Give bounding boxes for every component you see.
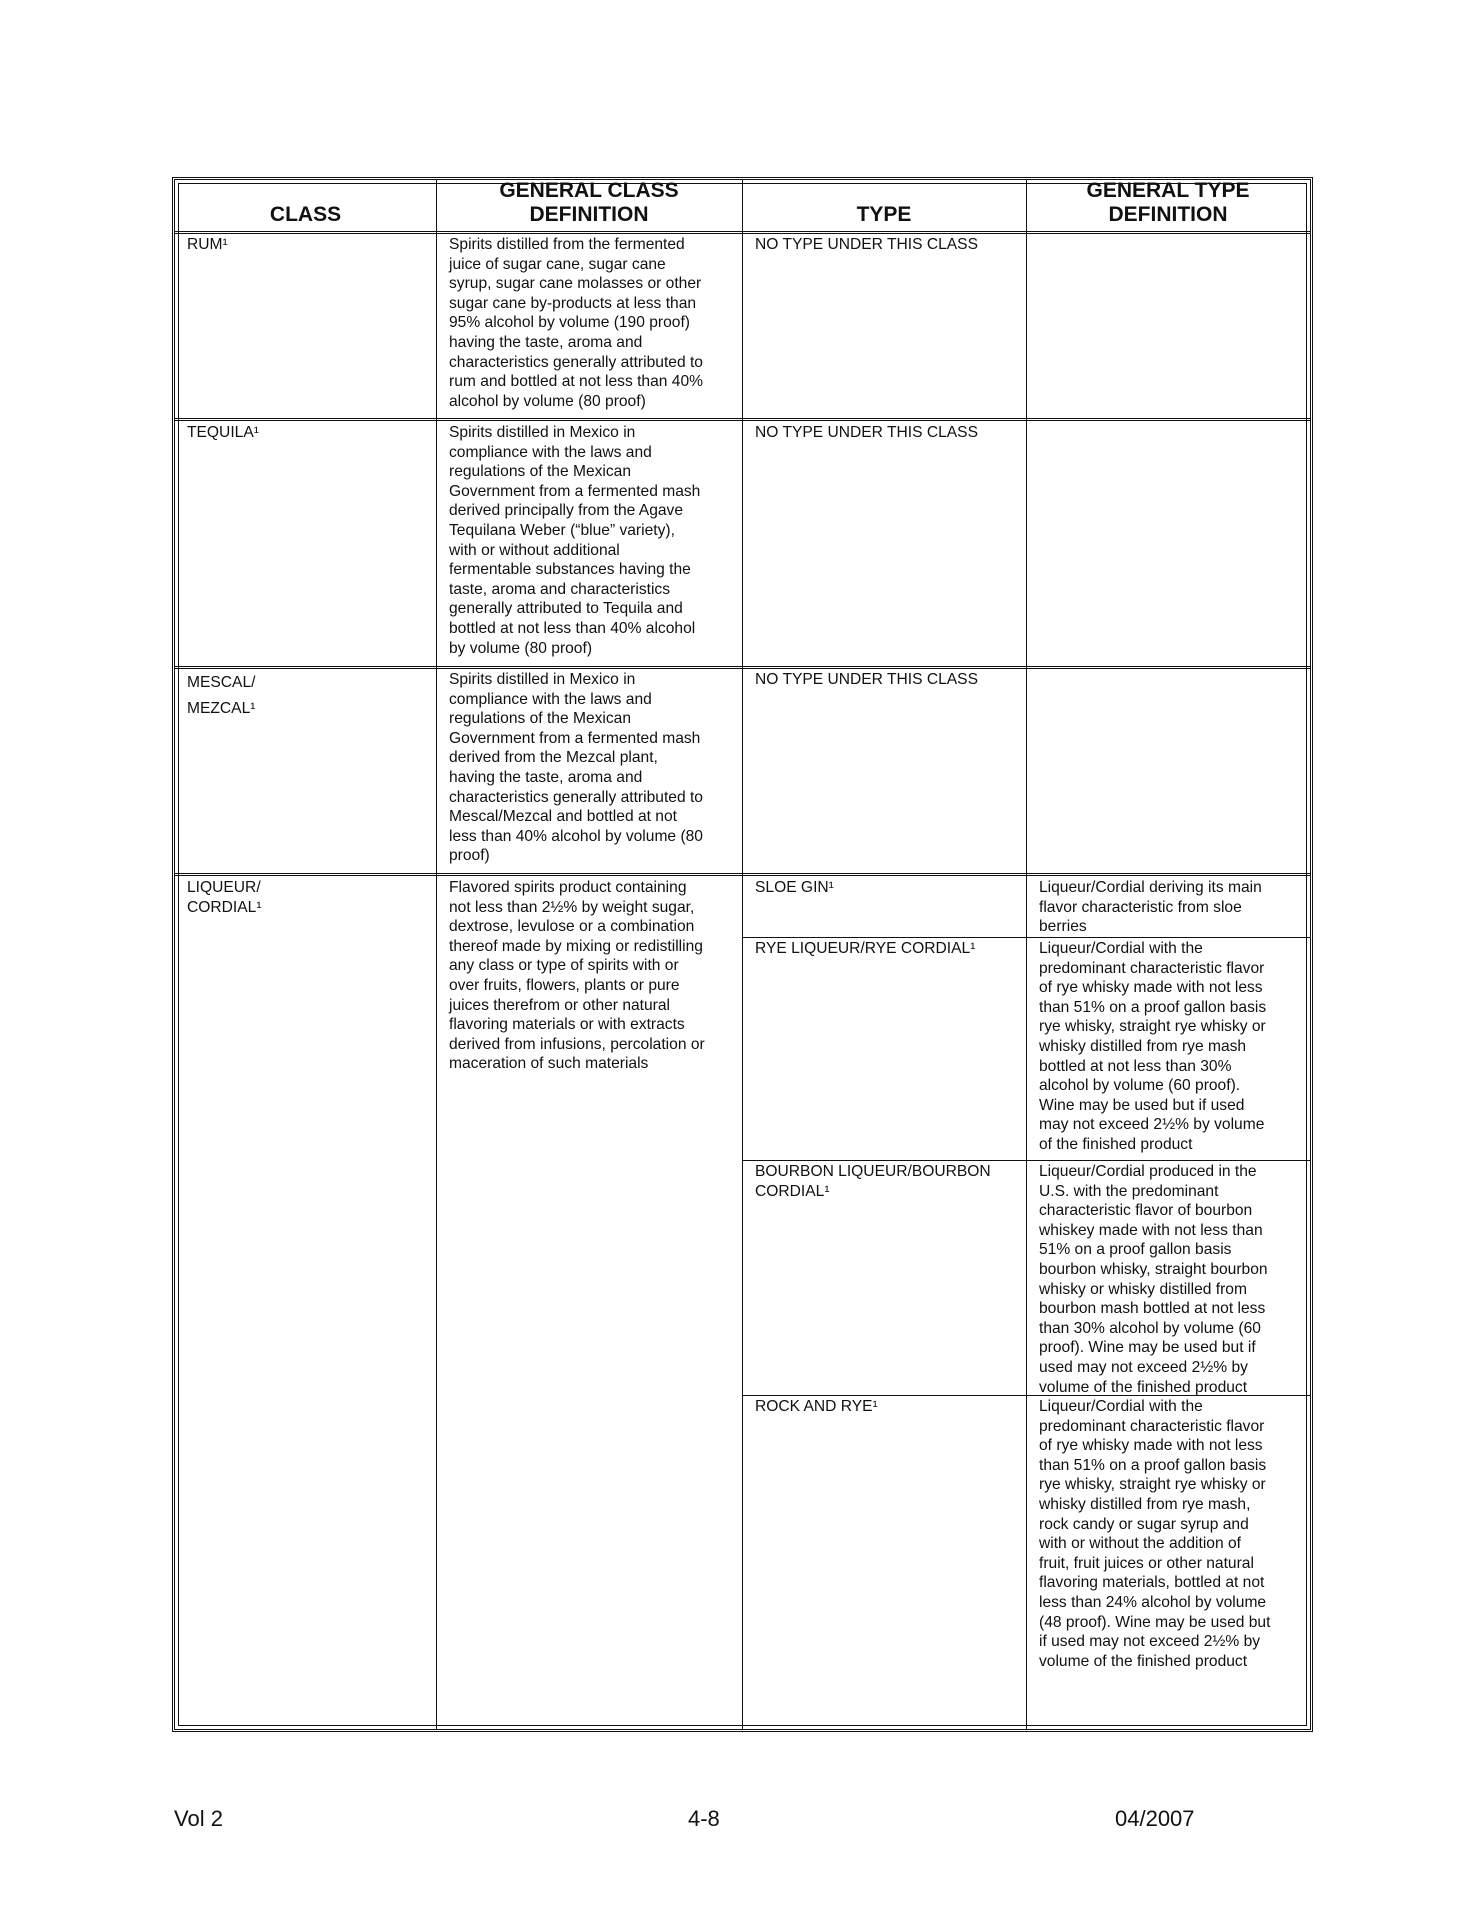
class-definition-cell: Spirits distilled from the fermented juice of sugar cane, sugar cane syrup, sugar cane molasses or other sugar cane by-products at less than 95% alcohol by volume (190 proof) having the taste, aroma and characteristics generally attributed to rum and bottled at not less than 40% alcohol by volume (80 proof) xyxy=(449,236,703,410)
column-divider xyxy=(436,180,437,1729)
type-definition-cell: Liqueur/Cordial produced in the U.S. with the predominant characteristic flavor of bourbon whiskey made with not less than 51% on a proof gallon basis bourbon whisky, straight bourbon whisky or whisky distilled from bourbon mash bottled at not less than 30% alcohol by volume (60 proof). Wine may be used but if used may not exceed 2½% by volume of the finished product xyxy=(1039,1163,1268,1396)
type-cell: RYE LIQUEUR/RYE CORDIAL¹ xyxy=(755,940,976,957)
header-class: CLASS xyxy=(269,203,342,226)
class-definition-cell: Spirits distilled in Mexico in compliance with the laws and regulations of the Mexican Government from a fermented mash derived from the Mezcal plant, having the taste, aroma and characteristics generally attributed to Mescal/Mezcal and bottled at not less than 40% alcohol by volume (80 proof) xyxy=(449,671,703,865)
type-definition-cell: Liqueur/Cordial deriving its main flavor characteristic from sloe berries xyxy=(1039,879,1262,936)
header-separator xyxy=(175,231,1310,234)
class-cell: RUM¹ xyxy=(187,236,228,253)
footer-page-number: 4-8 xyxy=(688,1806,720,1831)
header-general-type-definition: GENERAL TYPE DEFINITION xyxy=(1086,179,1250,226)
type-cell: NO TYPE UNDER THIS CLASS xyxy=(755,236,978,253)
row-separator xyxy=(175,873,1310,876)
row-separator xyxy=(175,418,1310,421)
header-general-class-definition: GENERAL CLASS DEFINITION xyxy=(499,179,679,226)
row-separator xyxy=(175,666,1310,669)
class-definition-cell: Spirits distilled in Mexico in compliance with the laws and regulations of the Mexican Government from a fermented mash derived principally from the Agave Tequilana Weber (“blue” variety), with or without additional fermentable substances having the taste, aroma and characteristics generally attributed to Tequila and bottled at not less than 40% alcohol by volume (80 proof) xyxy=(449,424,701,657)
type-cell: NO TYPE UNDER THIS CLASS xyxy=(755,671,978,688)
class-cell: LIQUEUR/ CORDIAL¹ xyxy=(187,879,262,916)
column-divider xyxy=(742,180,743,1729)
type-definition-cell: Liqueur/Cordial with the predominant characteristic flavor of rye whisky made with not less than 51% on a proof gallon basis rye whisky, straight rye whisky or whisky distilled from rye mash, rock candy or sugar syrup and with or without the addition of fruit, fruit juices or other natural flavoring materials, bottled at not less than 24% alcohol by volume (48 proof). Wine may be used but if used may not exceed 2½% by volume of the finished product xyxy=(1039,1398,1271,1670)
class-cell: MESCAL/ MEZCAL¹ xyxy=(187,674,256,717)
subrow-separator xyxy=(742,1160,1310,1161)
type-definition-cell: Liqueur/Cordial with the predominant characteristic flavor of rye whisky made with not less than 51% on a proof gallon basis rye whisky, straight rye whisky or whisky distilled from rye mash bottled at not less than 30% alcohol by volume (60 proof). Wine may be used but if used may not exceed 2½% by volume of the finished product xyxy=(1039,940,1267,1153)
footer-volume: Vol 2 xyxy=(174,1806,223,1831)
type-cell: BOURBON LIQUEUR/BOURBON CORDIAL¹ xyxy=(755,1163,991,1200)
type-cell: SLOE GIN¹ xyxy=(755,879,834,896)
header-type: TYPE xyxy=(856,203,912,226)
type-cell: NO TYPE UNDER THIS CLASS xyxy=(755,424,978,441)
column-divider xyxy=(1026,180,1027,1729)
footer-date: 04/2007 xyxy=(1115,1806,1195,1831)
class-definition-cell: Flavored spirits product containing not less than 2½% by weight sugar, dextrose, levulose or a combination thereof made by mixing or redistilling any class or type of spirits with or over fruits, flowers, plants or pure juices therefrom or other natural flavoring materials or with extracts derived from infusions, percolation or maceration of such materials xyxy=(449,879,705,1073)
subrow-separator xyxy=(742,937,1310,938)
class-cell: TEQUILA¹ xyxy=(187,424,259,441)
type-cell: ROCK AND RYE¹ xyxy=(755,1398,878,1415)
